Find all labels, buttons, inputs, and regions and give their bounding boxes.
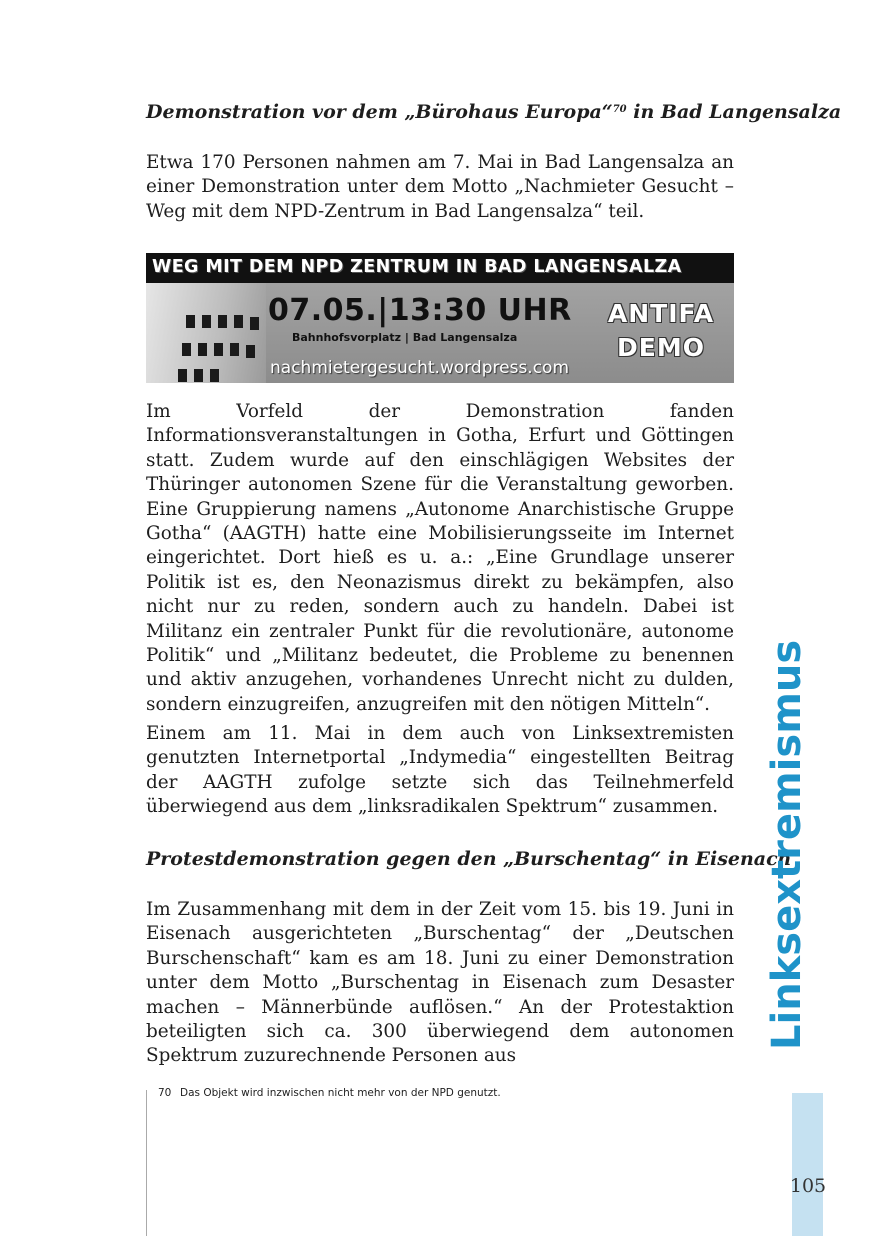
demo-banner-image <box>146 253 734 383</box>
heading-text-end: in Bad Langensalza <box>626 101 842 123</box>
page-number: 105 <box>789 1175 827 1197</box>
footnote-ref[interactable]: 70 <box>612 104 627 115</box>
paragraph-burschentag: Im Zusammenhang mit dem in der Zeit vom 15. bis 19. Juni in Eisenach ausgerichteten „Burschentag“ der „Deutschen Burschenschaft“ kam es am 18. Juni zu einer Demonstration unter dem Motto „Burschentag in Eisenach zum Desaster machen – Männerbünde auflösen.“ An der Protestaktion beteiligten sich ca. 300 überwiegend dem autonomen Spektrum zuzurechnende Personen aus <box>146 899 734 1067</box>
banner-title-bar <box>146 253 734 283</box>
footnote-rule <box>146 1090 147 1236</box>
banner-tag-antifa: ANTIFA <box>607 299 715 328</box>
chapter-tab <box>792 1093 823 1236</box>
paragraph-vorfeld: Im Vorfeld der Demonstration fanden Informationsveranstaltungen in Gotha, Erfurt und Göttingen statt. Zudem wurde auf den einschlägigen Websites der Thüringer autonomen Szene für die Veranstaltung geworben. Eine Gruppierung namens „Autonome Anarchistische Gruppe Gotha“ (AAGTH) hatte eine Mobilisierungsseite im Internet eingerichtet. Dort hieß es u. a.: „Eine Grundlage unserer Politik ist es, den Neonazismus direkt zu bekämpfen, also nicht nur zu reden, sondern auch zu handeln. Dabei ist Militanz ein zentraler Punkt für die revolutionäre, autonome Politik“ und „Militanz bedeutet, die Probleme zu benennen und aktiv anzugehen, vorhandenes Unrecht nicht zu dulden, sondern einzugreifen, anzugreifen mit den nötigen Mitteln“. <box>146 401 734 715</box>
section-heading-buerohaus <box>146 100 842 124</box>
banner-tag-demo: DEMO <box>617 333 705 362</box>
building-graphic <box>146 283 266 383</box>
banner-title: WEG MIT DEM NPD ZENTRUM IN BAD LANGENSALZA <box>152 257 682 277</box>
heading-text: Demonstration vor dem „Bürohaus Europa“ <box>146 101 613 123</box>
footnote-number: 70 <box>158 1087 172 1099</box>
banner-tag <box>596 297 726 365</box>
banner-url: nachmietergesucht.wordpress.com <box>270 358 570 378</box>
section-heading-burschentag: Protestdemonstration gegen den „Burschentag“ in Eisenach <box>146 848 792 870</box>
banner-place: Bahnhofsvorplatz | Bad Langensalza <box>292 331 518 344</box>
chapter-side-title: Linksextremismus <box>764 639 810 1050</box>
banner-datetime: 07.05.|13:30 UHR <box>268 293 572 328</box>
footnote-text: Das Objekt wird inzwischen nicht mehr von der NPD genutzt. <box>180 1087 501 1099</box>
paragraph-indymedia: Einem am 11. Mai in dem auch von Linksextremisten genutzten Internetportal „Indymedia“ eingestellten Beitrag der AAGTH zufolge setzte sich das Teilnehmerfeld überwiegend aus dem „linksradikalen Spektrum“ zusammen. <box>146 723 734 818</box>
paragraph-intro: Etwa 170 Personen nahmen am 7. Mai in Bad Langensalza an einer Demonstration unter dem Motto „Nachmieter Gesucht – Weg mit dem NPD-Zentrum in Bad Langensalza“ teil. <box>146 152 734 222</box>
footnote <box>158 1087 501 1099</box>
